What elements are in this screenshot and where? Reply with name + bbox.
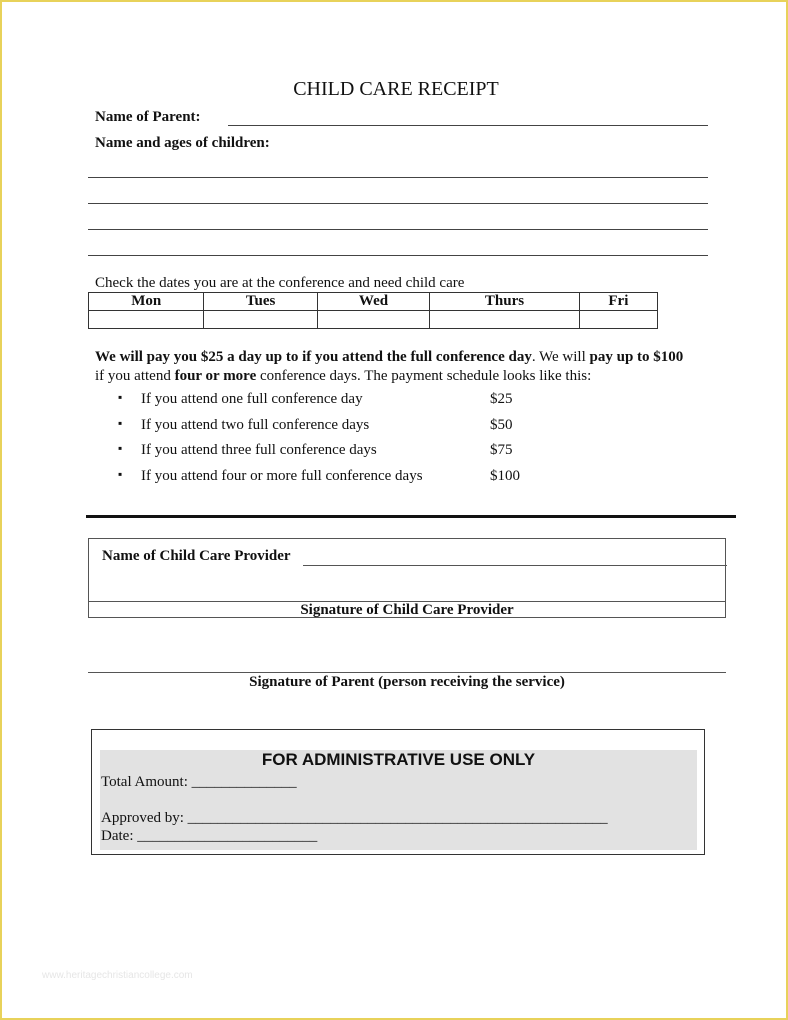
provider-box	[88, 538, 726, 618]
section-divider	[86, 515, 736, 518]
provider-signature-label: Signature of Child Care Provider	[300, 602, 514, 618]
children-label: Name and ages of children:	[95, 135, 270, 151]
provider-name-label: Name of Child Care Provider	[102, 548, 291, 564]
payment-paragraph	[95, 348, 695, 386]
children-line-3[interactable]	[88, 229, 708, 230]
day-cell-wed[interactable]	[317, 311, 429, 329]
day-header-tues: Tues	[204, 293, 317, 311]
schedule-amount: $50	[490, 417, 513, 433]
parent-signature-line[interactable]	[88, 672, 726, 673]
watermark: www.heritagechristiancollege.com	[42, 970, 193, 981]
schedule-text: If you attend four or more full conference days	[141, 468, 423, 484]
day-cell-thurs[interactable]	[430, 311, 580, 329]
day-cell-mon[interactable]	[89, 311, 204, 329]
children-line-1[interactable]	[88, 177, 708, 178]
schedule-text: If you attend one full conference day	[141, 391, 363, 407]
bullet-icon: ▪	[118, 467, 123, 481]
payment-text-3: pay up to $100	[589, 349, 684, 365]
day-cell-tues[interactable]	[204, 311, 317, 329]
admin-box	[91, 729, 705, 855]
day-cell-fri[interactable]	[579, 311, 657, 329]
payment-text-4: if you attend	[95, 368, 175, 384]
parent-signature-label: Signature of Parent (person receiving the service)	[249, 674, 565, 690]
admin-heading: FOR ADMINISTRATIVE USE ONLY	[261, 750, 536, 769]
parent-name-line[interactable]	[228, 125, 708, 126]
admin-date[interactable]: Date: ________________________	[101, 828, 318, 844]
day-header-wed: Wed	[317, 293, 429, 311]
schedule-amount: $100	[490, 468, 520, 484]
payment-text-6: conference days. The payment schedule looks like this:	[256, 368, 592, 384]
children-line-4[interactable]	[88, 255, 708, 256]
bullet-icon: ▪	[118, 416, 123, 430]
admin-approved-by[interactable]: Approved by: ________________________________________________________	[101, 810, 608, 826]
schedule-amount: $25	[490, 391, 513, 407]
schedule-text: If you attend three full conference days	[141, 442, 377, 458]
payment-text-1: We will pay you $25 a day up to if you attend the full conference day	[95, 349, 532, 365]
day-header-fri: Fri	[579, 293, 657, 311]
bullet-icon: ▪	[118, 390, 123, 404]
day-header-thurs: Thurs	[430, 293, 580, 311]
payment-text-5: four or more	[174, 368, 257, 384]
payment-text-2: . We will	[531, 349, 590, 365]
days-table	[88, 292, 658, 329]
parent-name-label: Name of Parent:	[95, 109, 201, 125]
check-dates-text: Check the dates you are at the conference and need child care	[95, 275, 465, 291]
schedule-amount: $75	[490, 442, 513, 458]
page-title: CHILD CARE RECEIPT	[293, 78, 499, 100]
day-header-mon: Mon	[89, 293, 204, 311]
bullet-icon: ▪	[118, 441, 123, 455]
schedule-text: If you attend two full conference days	[141, 417, 370, 433]
admin-total-amount[interactable]: Total Amount: ______________	[101, 774, 297, 790]
admin-panel	[100, 750, 697, 850]
children-line-2[interactable]	[88, 203, 708, 204]
provider-name-line[interactable]	[303, 565, 727, 566]
